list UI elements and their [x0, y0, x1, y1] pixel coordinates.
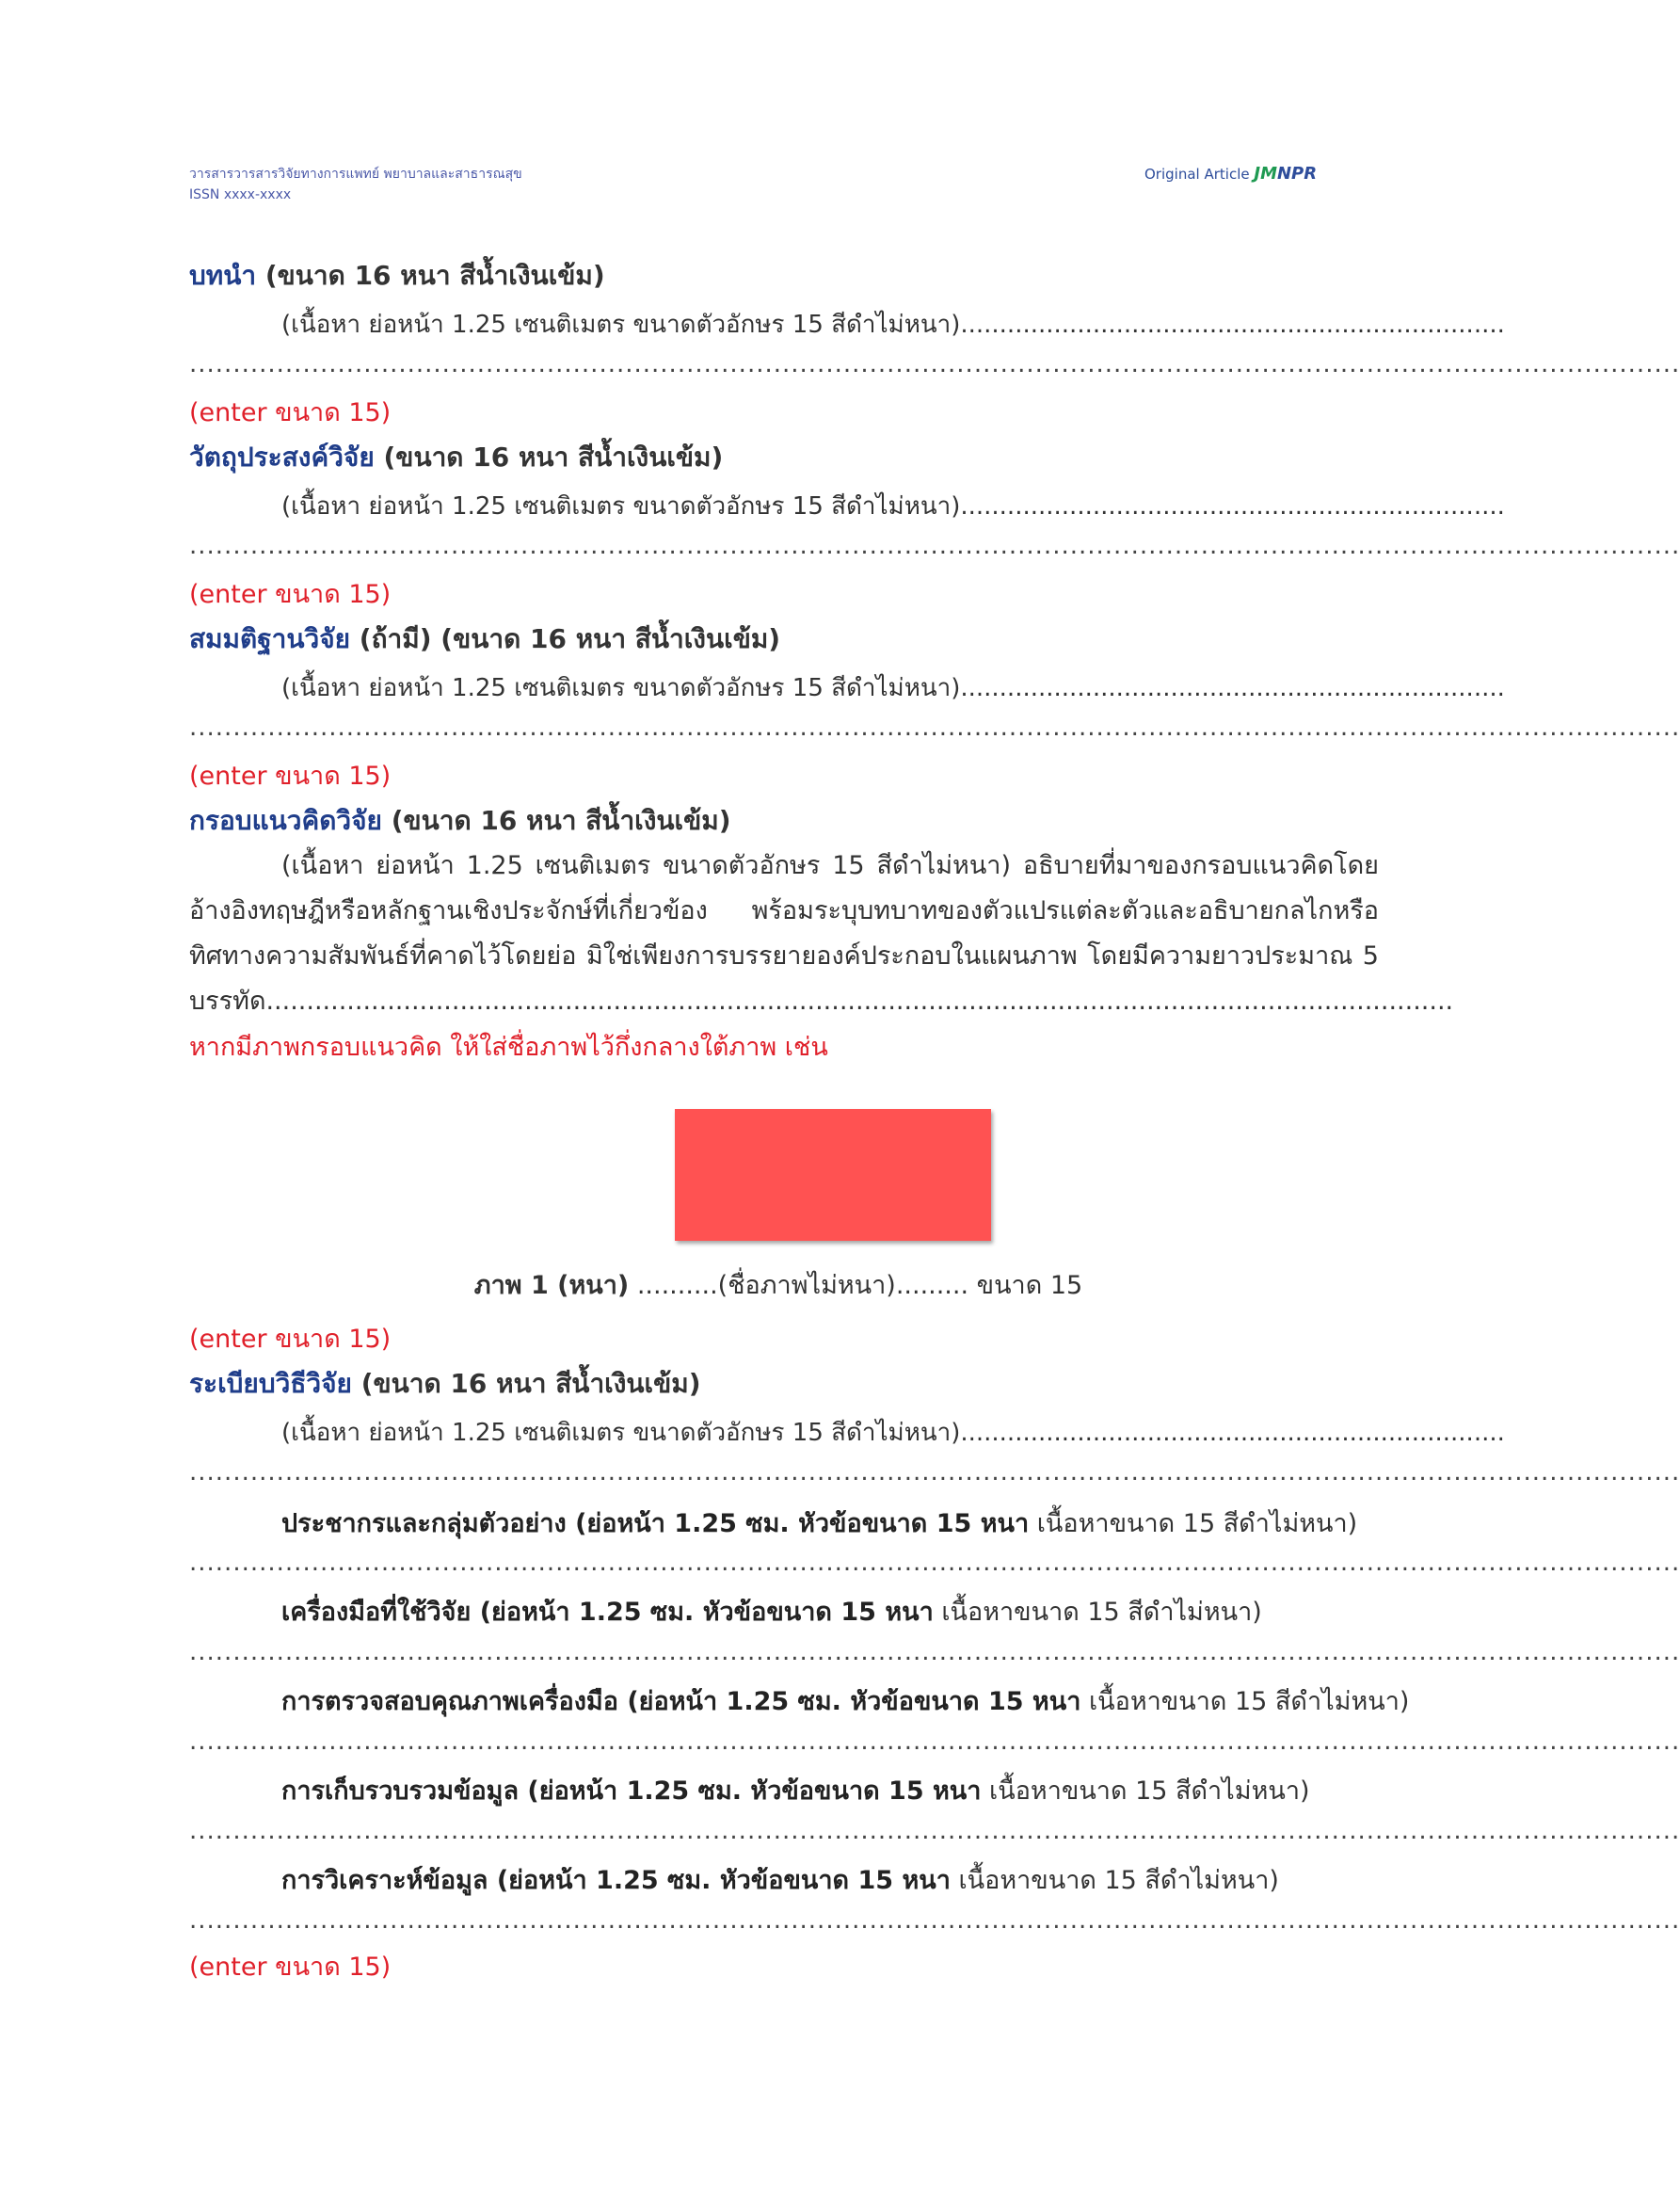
dots-line: ...........................................................................................................................................................................	[189, 1817, 1680, 1845]
figure-caption-label: ภาพ 1 (หนา)	[473, 1271, 630, 1300]
heading-framework-title: กรอบแนวคิดวิจัย	[189, 805, 382, 836]
heading-objective	[189, 437, 723, 478]
heading-hypothesis-title: สมมติฐานวิจัย	[189, 623, 351, 654]
subsection-note: เนื้อหาขนาด 15 สีดำไม่หนา)	[933, 1598, 1262, 1627]
enter-note: (enter ขนาด 15)	[189, 398, 392, 427]
heading-intro	[189, 255, 605, 297]
subsection-note: เนื้อหาขนาด 15 สีดำไม่หนา)	[1029, 1509, 1358, 1538]
dots-line: ...........................................................................................................................................................................	[189, 1638, 1680, 1666]
body-placeholder: (เนื้อหา ย่อหน้า 1.25 เซนติเมตร ขนาดตัวอักษร 15 สีดำไม่หนา)......................................................................	[281, 492, 1505, 521]
heading-objective-title: วัตถุประสงค์วิจัย	[189, 442, 375, 473]
enter-note: (enter ขนาด 15)	[189, 580, 392, 609]
subsection-data-collection	[281, 1770, 1379, 1810]
dots-line: ...........................................................................................................................................................................	[189, 1906, 1680, 1935]
subsection-note: เนื้อหาขนาด 15 สีดำไม่หนา)	[981, 1776, 1310, 1806]
figure-note: หากมีภาพกรอบแนวคิด ให้ใส่ชื่อภาพไว้กึ่งกลางใต้ภาพ เช่น	[189, 1033, 828, 1062]
subsection-title: ประชากรและกลุ่มตัวอย่าง (ย่อหน้า 1.25 ซม. หัวข้อขนาด 15 หนา	[281, 1509, 1030, 1538]
heading-methodology-title: ระเบียบวิธีวิจัย	[189, 1368, 352, 1399]
heading-hypothesis	[189, 619, 780, 660]
body-placeholder: (เนื้อหา ย่อหน้า 1.25 เซนติเมตร ขนาดตัวอักษร 15 สีดำไม่หนา)......................................................................	[281, 311, 1505, 339]
article-type: Original Article	[1144, 166, 1250, 183]
subsection-note: เนื้อหาขนาด 15 สีดำไม่หนา)	[950, 1866, 1279, 1895]
heading-intro-style: (ขนาด 16 หนา สีน้ำเงินเข้ม)	[264, 260, 605, 291]
subsection-analysis	[281, 1859, 1379, 1900]
issn: ISSN xxxx-xxxx	[189, 187, 292, 202]
dots-line: ...........................................................................................................................................................................	[189, 1549, 1680, 1577]
body-placeholder: (เนื้อหา ย่อหน้า 1.25 เซนติเมตร ขนาดตัวอักษร 15 สีดำไม่หนา)......................................................................	[281, 674, 1505, 702]
dots-line: ...........................................................................................................................................................................	[189, 1728, 1680, 1756]
heading-intro-title: บทนำ	[189, 260, 257, 291]
dots-line: ...........................................................................................................................................................................	[189, 350, 1680, 378]
subsection-quality	[281, 1680, 1410, 1721]
enter-note: (enter ขนาด 15)	[189, 1953, 392, 1982]
heading-framework	[189, 800, 731, 842]
subsection-instruments	[281, 1591, 1379, 1631]
subsection-note: เนื้อหาขนาด 15 สีดำไม่หนา)	[1080, 1687, 1410, 1716]
dots-line: ...........................................................................................................................................................................	[189, 532, 1680, 560]
heading-objective-style: (ขนาด 16 หนา สีน้ำเงินเข้ม)	[383, 442, 724, 473]
subsection-title: เครื่องมือที่ใช้วิจัย (ย่อหน้า 1.25 ซม. หัวข้อขนาด 15 หนา	[281, 1598, 934, 1627]
dots-line: ...........................................................................................................................................................................	[189, 1458, 1680, 1487]
brand-npr: NPR	[1276, 164, 1318, 184]
journal-header	[189, 164, 522, 205]
journal-name: วารสารวารสารวิจัยทางการแพทย์ พยาบาลและสาธารณสุข	[189, 167, 522, 182]
article-type-header	[1144, 164, 1317, 184]
figure-caption	[0, 1264, 1557, 1305]
subsection-population	[281, 1503, 1379, 1543]
heading-methodology	[189, 1363, 701, 1405]
subsection-title: การเก็บรวบรวมข้อมูล (ย่อหน้า 1.25 ซม. หัวข้อขนาด 15 หนา	[281, 1776, 982, 1806]
figure-caption-text: ..........(ชื่อภาพไม่หนา)......... ขนาด 15	[629, 1271, 1083, 1300]
heading-framework-style: (ขนาด 16 หนา สีน้ำเงินเข้ม)	[391, 805, 731, 836]
framework-paragraph: (เนื้อหา ย่อหน้า 1.25 เซนติเมตร ขนาดตัวอักษร 15 สีดำไม่หนา) อธิบายที่มาของกรอบแนวคิดโดยอ้างอิงทฤษฎีหรือหลักฐานเชิงประจักษ์ที่เกี่ยวข้อง พร้อมระบุบทบาทของตัวแปรแต่ละตัวและอธิบายกลไกหรือทิศทางความสัมพันธ์ที่คาดไว้โดยย่อ มิใช่เพียงการบรรยายองค์ประกอบในแผนภาพ โดยมีความยาวประมาณ 5 บรรทัด...................................................................................................................................................	[189, 851, 1454, 1016]
body-placeholder: (เนื้อหา ย่อหน้า 1.25 เซนติเมตร ขนาดตัวอักษร 15 สีดำไม่หนา)......................................................................	[281, 1419, 1505, 1447]
dots-line: ...........................................................................................................................................................................	[189, 714, 1680, 742]
heading-methodology-style: (ขนาด 16 หนา สีน้ำเงินเข้ม)	[360, 1368, 701, 1399]
enter-note: (enter ขนาด 15)	[189, 1325, 392, 1354]
subsection-title: การวิเคราะห์ข้อมูล (ย่อหน้า 1.25 ซม. หัวข้อขนาด 15 หนา	[281, 1866, 951, 1895]
figure-placeholder-image	[675, 1109, 991, 1241]
enter-note: (enter ขนาด 15)	[189, 762, 392, 791]
subsection-title: การตรวจสอบคุณภาพเครื่องมือ (ย่อหน้า 1.25 ซม. หัวข้อขนาด 15 หนา	[281, 1687, 1081, 1716]
heading-hypothesis-style: (ถ้ามี) (ขนาด 16 หนา สีน้ำเงินเข้ม)	[359, 623, 781, 654]
brand-jm: JM	[1254, 164, 1277, 184]
